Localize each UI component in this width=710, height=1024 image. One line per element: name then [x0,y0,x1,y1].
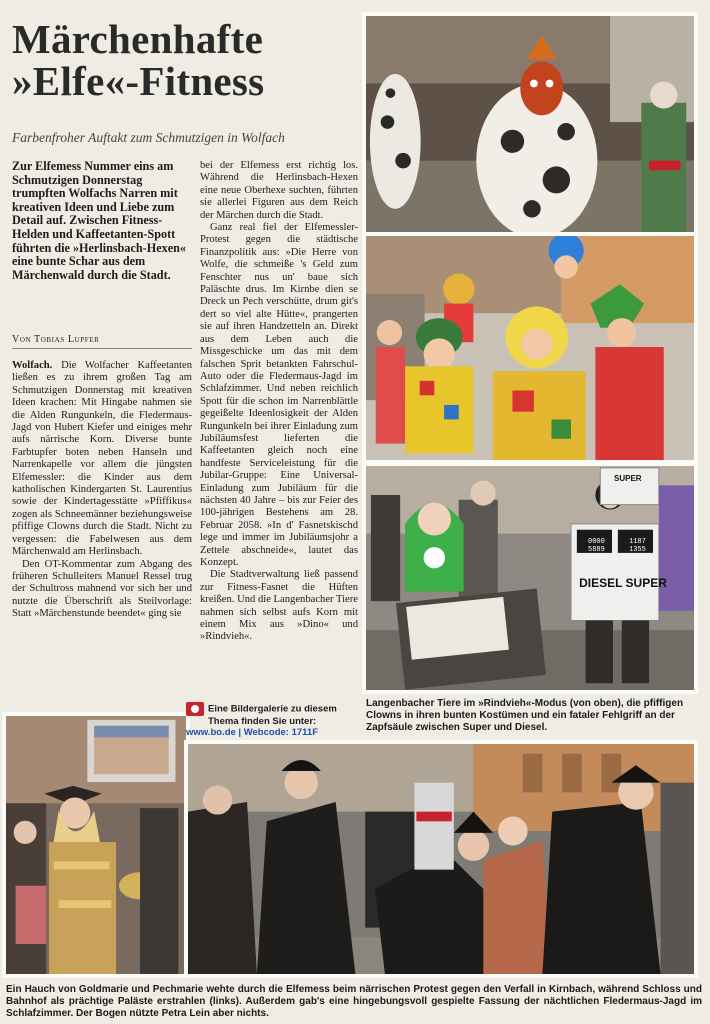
col2-paragraph-2: Ganz real fiel der Elfemessler-Protest gegen die städtische Finanzpolitik aus: »Die Herre von Wolfe, die schmeiße 's Geld zum Fenschter nus un' baue sich Paläschte drus. Im Kirnbe dien se Dreck un Pech verschütte, drum git's dert so viel alte Hütte«, prangerten sie auf ihren Handzetteln an. Direkt aus dem Leben auch die Missgeschicke um das mit dem falschen Sprit betankten Fahrschul-Auto oder die Fledermaus-Jagd im Schlafzimmer. Und neben reichlich Spott für die schon im Narrenblättle gegeißelte Ideenlosigkeit der Alden Rungunkeln bei ihrer Einladung zum Jubiläumsfest lieferten die Kaffeetanten gleich noch eine handfeste Serviceleistung für die Jubilar-Gruppe: Eine Universal-Einladung zum Jubiläum für die nächsten 40 Jahre – bis zur Feier des 100-jährigen Bestehens am 28. Februar 2058. »In d' Fasnetskischd lege und immer im Jubiläumsjohr a Zettele abschneide«, lautet das Konzept. [200,222,358,568]
dateline: Wolfach. [12,360,53,371]
pump-display-left: 0000 5889 [588,538,605,554]
headline-line2: »Elfe«-Fitness [12,58,265,104]
pump-top-sign: SUPER [614,474,642,483]
col1-paragraph-1: Die Wolfacher Kaffeetanten ließen es zu ihrem großen Tag am Schmutzigen Donnerstag mit kreativen Ideen krachen: Mit Hingabe nahmen sie die Alden Rungunkeln, die Fledermaus-Jagd von Hubert Kiefer und einiges mehr aufs närrische Korn. Diverse bunte Farbtupfer boten neben Hanseln und Narrenkapelle vor allem die jüngsten Elfemessler: die Kinder aus dem katholischen Kindergarten St. Laurentius sowie der Kindertagesstätte »Pfiffikus« zogen als Schneemänner beziehungsweise pfiffige Clowns durch die Stadt. Nicht zu vergessen: die Fabelwesen aus dem Märchenwald am Herlinsbach. [12,360,192,558]
article-column-2 [200,160,358,644]
gallery-link[interactable]: www.bo.de | Webcode: 1711F [186,727,318,738]
photo-fuel-pump [362,462,698,694]
headline-line1: Märchenhafte [12,16,264,62]
col2-paragraph-1: bei der Elfemess erst richtig los. Während die Herlinsbach-Hexen eine neue Oberhexe suchten, führten sie allerlei Figuren aus dem Reich der Märchen durch die Stadt. [200,160,358,221]
article-column-1 [12,360,192,621]
byline: Von Tobias Lupfer [12,334,192,349]
photo-clowns [362,232,698,464]
lead-paragraph: Zur Elfemess Nummer eins am Schmutzigen Donnerstag trumpften Wolfachs Narren mit kreativen Ideen und Liebe zum Detail auf. Zwischen Fitness-Helden und Kaffeetanten-Spott führten die »Herlinsbach-Hexen« eine bunte Schar aus dem Märchenwald durch die Stadt. [12,159,187,282]
subheadline: Farbenfroher Auftakt zum Schmutzigen in Wolfach [12,130,285,145]
headline [12,18,357,102]
col2-paragraph-3: Die Stadtverwaltung ließ passend zur Fitness-Fasnet die Hüften kreißen. Und die Langenbacher Tiere nahmen sich selbst aufs Korn mit einem Mix aus »Dino« und »Rindvieh«. [200,569,358,643]
photo-fledermaus [184,740,698,978]
pump-sign: DIESEL SUPER [579,576,667,590]
col1-paragraph-2: Den OT-Kommentar zum Abgang des früheren Schulleiters Manuel Ressel trug der Schultross mahnend vor sich her und nutzte die Überschrift als Steilvorlage: Statt »Märchenstunde beendet« ging sie [12,558,192,620]
caption-bottom: Ein Hauch von Goldmarie und Pechmarie wehte durch die Elfemess beim närrischen Protest gegen den Verfall in Kirnbach, während Schloss und Bahnhof als prächtige Paläste erstrahlen (links). Außerdem gab's eine hingebungsvoll gespielte Fassung der nächtlichen Fledermaus-Jagd im Schlafzimmer. Der Bogen nützte Petra Lein aber nichts. [6,984,702,1019]
pump-display-right: 1187 1355 [629,538,646,554]
camera-icon [186,702,204,716]
gallery-line1: Eine Bildergalerie zu diesem [208,703,337,715]
photo-goldmarie [2,712,190,978]
photo-cow-costumes [362,12,698,236]
caption-right: Langenbacher Tiere im »Rindvieh«-Modus (von oben), die pfiffigen Clowns in ihren bunten Kostümen und ein fataler Fehlgriff an der Zapfsäule zwischen Super und Diesel. [366,698,684,733]
gallery-hint [186,702,356,740]
gallery-line2: Thema finden Sie unter: [208,716,317,727]
